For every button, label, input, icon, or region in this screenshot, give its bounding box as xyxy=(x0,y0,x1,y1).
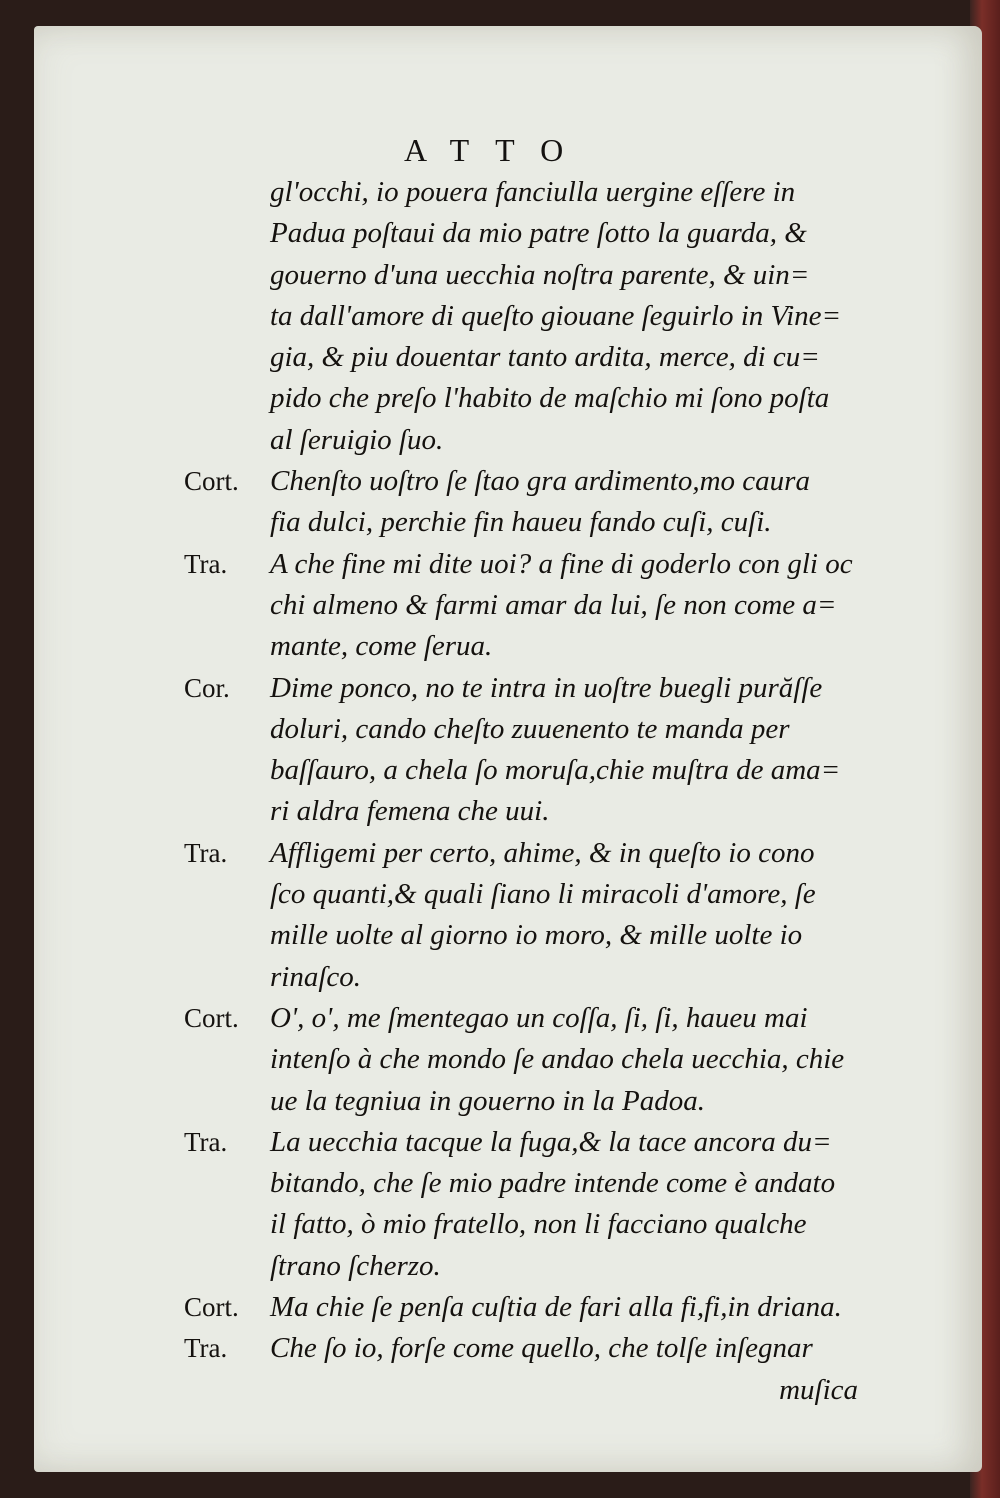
speech-text: Affligemi per certo, ahime, & in queſto io cono xyxy=(270,836,815,869)
text-line xyxy=(184,1370,884,1411)
speech-text: Dime ponco, no te intra in uoſtre buegli purăſſe xyxy=(270,671,823,704)
text-line xyxy=(184,626,884,667)
text-line xyxy=(184,668,884,709)
text-line xyxy=(184,1287,884,1328)
speech-text: gia, & piu douentar tanto ardita, merce, di cu= xyxy=(270,341,820,374)
text-line xyxy=(184,544,884,585)
speech-text: ta dall'amore di queſto giouane ſeguirlo in Vine= xyxy=(270,299,842,332)
text-line xyxy=(184,296,884,337)
speech-text: La uecchia tacque la fuga,& la tace ancora du= xyxy=(270,1125,832,1158)
speech-text: Ma chie ſe penſa cuſtia de fari alla fi,fi,in driana. xyxy=(270,1291,842,1324)
text-line xyxy=(184,337,884,378)
speech-text: Che ſo io, forſe come quello, che tolſe inſegnar xyxy=(270,1332,813,1365)
speech-text: pido che preſo l'habito de maſchio mi ſono poſta xyxy=(270,382,830,415)
speech-text: ri aldra femena che uui. xyxy=(270,795,550,828)
speaker-label: Cort. xyxy=(184,1292,239,1323)
text-line xyxy=(184,172,884,213)
text-line xyxy=(184,213,884,254)
speech-text: gl'occhi, io pouera fanciulla uergine eſſere in xyxy=(270,176,796,208)
speech-text: il fatto, ò mio fratello, non li facciano qualche xyxy=(270,1208,807,1241)
text-line xyxy=(184,1039,884,1080)
speech-text: al ſeruigio ſuo. xyxy=(270,423,444,456)
speech-text: rinaſco. xyxy=(270,960,362,993)
text-line xyxy=(184,378,884,419)
text-line xyxy=(184,585,884,626)
text-line xyxy=(184,1163,884,1204)
speech-text: mante, come ſerua. xyxy=(270,630,493,663)
speech-text: intenſo à che mondo ſe andao chela uecchia, chie xyxy=(270,1043,845,1076)
speech-text: Chenſto uoſtro ſe ſtao gra ardimento,mo caura xyxy=(270,465,810,498)
speech-text: A che fine mi dite uoi? a fine di goderlo con gli oc xyxy=(270,547,853,580)
text-line xyxy=(184,750,884,791)
speaker-label: Cort. xyxy=(184,1002,239,1033)
speaker-label: Tra. xyxy=(184,548,228,579)
speaker-label: Tra. xyxy=(184,1126,228,1157)
speech-text: doluri, cando cheſto zuuenento te manda per xyxy=(270,712,790,745)
text-line xyxy=(184,709,884,750)
text-line xyxy=(184,1122,884,1163)
text-line xyxy=(184,833,884,874)
speaker-label: Tra. xyxy=(184,837,228,868)
dialogue-text-block xyxy=(184,172,884,1411)
speaker-label: Cort. xyxy=(184,466,239,497)
text-line xyxy=(184,502,884,543)
speech-text: ue la tegniua in gouerno in la Padoa. xyxy=(270,1084,705,1117)
speech-text: ſtrano ſcherzo. xyxy=(270,1249,441,1282)
speech-text: chi almeno & farmi amar da lui, ſe non come a= xyxy=(270,588,837,621)
text-line xyxy=(184,791,884,832)
text-line xyxy=(184,1204,884,1245)
text-line xyxy=(184,915,884,956)
book-page xyxy=(34,26,982,1472)
speech-text: Padua poſtaui da mio patre ſotto la guarda, & xyxy=(270,217,807,250)
speech-text: muſica xyxy=(779,1373,858,1406)
text-line xyxy=(184,461,884,502)
speech-text: ſco quanti,& quali ſiano li miracoli d'amore, ſe xyxy=(270,878,816,911)
speaker-label: Tra. xyxy=(184,1333,228,1364)
text-line xyxy=(184,1081,884,1122)
speech-text: gouerno d'una uecchia noſtra parente, & uin= xyxy=(270,258,810,291)
text-line xyxy=(184,874,884,915)
speech-text: fia dulci, perchie fin haueu fando cuſi, cuſi. xyxy=(270,506,772,539)
speaker-label: Cor. xyxy=(184,672,230,703)
text-line xyxy=(184,1246,884,1287)
speech-text: O', o', me ſmentegao un coſſa, ſi, ſi, haueu mai xyxy=(270,1001,808,1034)
text-line xyxy=(184,255,884,296)
running-title: ATTO xyxy=(404,132,590,168)
text-line xyxy=(184,957,884,998)
speech-text: bitando, che ſe mio padre intende come è andato xyxy=(270,1167,836,1200)
text-line xyxy=(184,1328,884,1369)
text-line xyxy=(184,420,884,461)
speech-text: baſſauro, a chela ſo moruſa,chie muſtra de ama= xyxy=(270,754,841,787)
text-line xyxy=(184,998,884,1039)
speech-text: mille uolte al giorno io moro, & mille uolte io xyxy=(270,919,803,952)
